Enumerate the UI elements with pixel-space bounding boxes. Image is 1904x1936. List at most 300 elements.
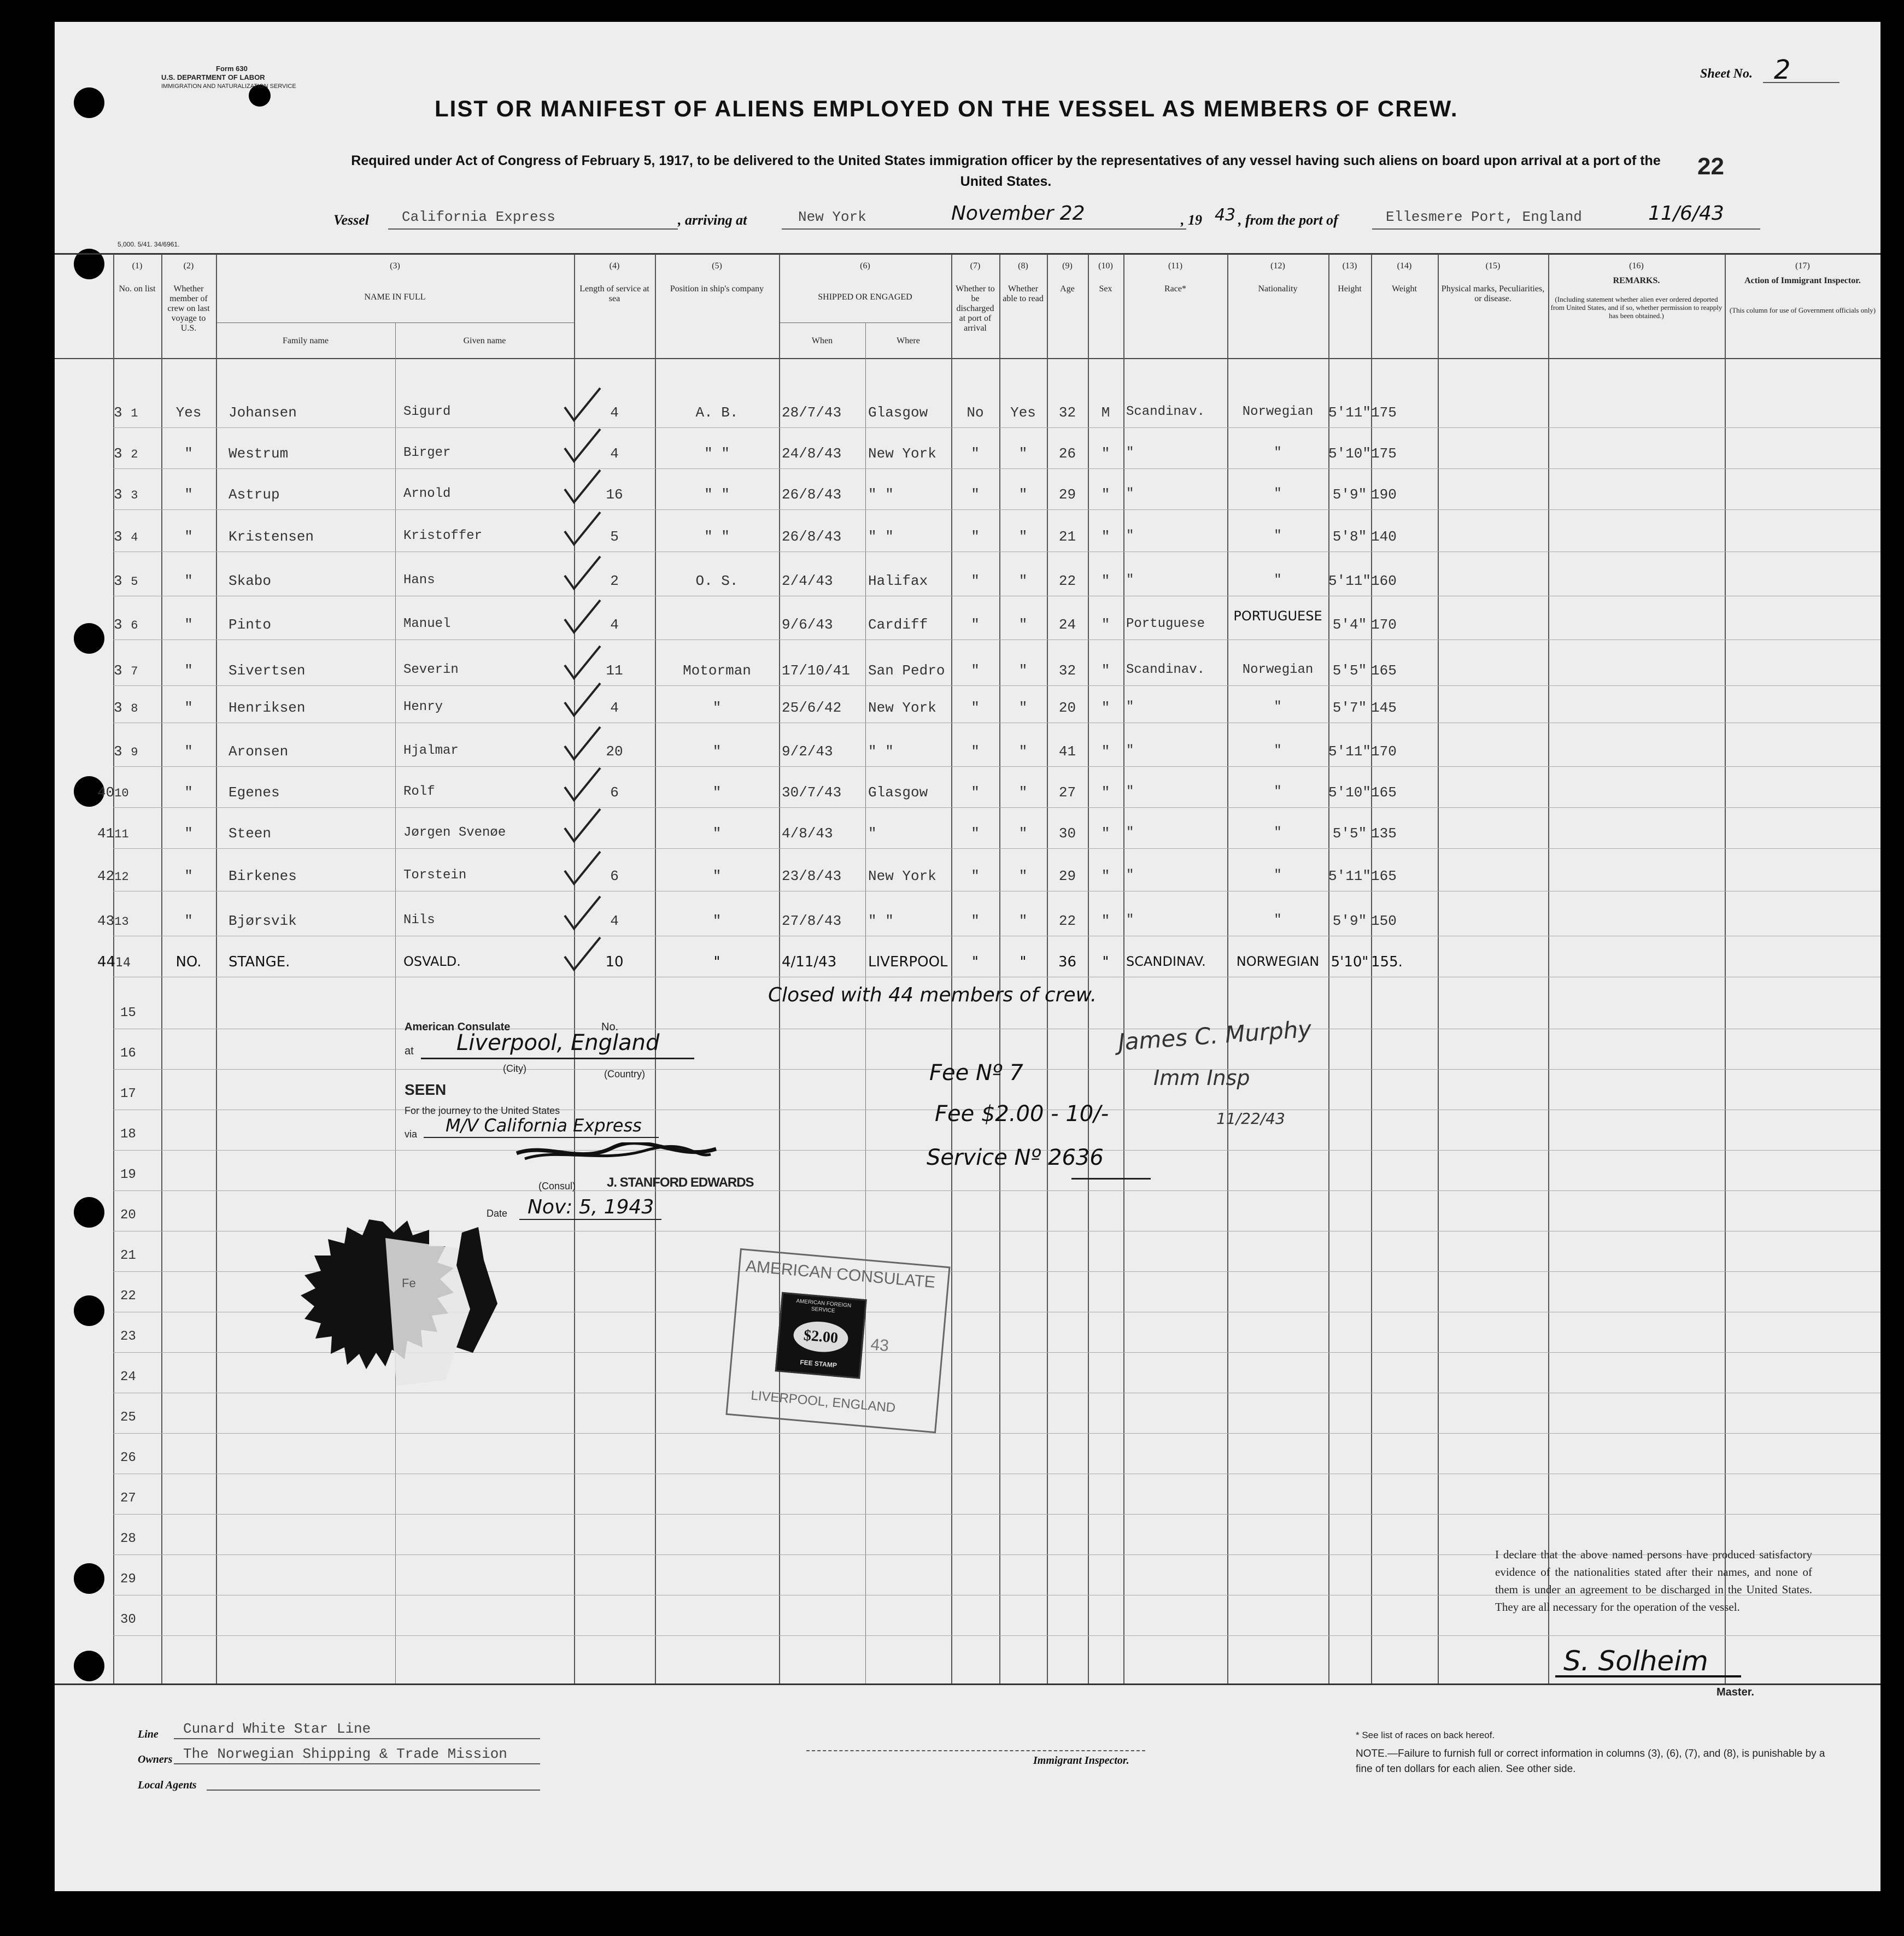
cell-race: "	[1126, 700, 1134, 714]
cell-last: "	[184, 617, 193, 633]
cell-last: "	[184, 529, 193, 545]
cell-last: Yes	[175, 404, 202, 421]
empty-row-number: 16	[120, 1046, 136, 1061]
cell-sex: "	[1101, 868, 1110, 884]
service-name: IMMIGRATION AND NATURALIZATION SERVICE	[161, 83, 296, 90]
cell-when: 9/2/43	[782, 743, 833, 760]
cell-read: "	[1018, 913, 1028, 929]
cell-service: 4	[610, 404, 619, 421]
cell-discharge: "	[971, 700, 980, 716]
arriving-port: New York	[798, 209, 866, 225]
cell-height: 5'11"	[1328, 743, 1372, 760]
vessel-underline	[388, 228, 678, 230]
column-number: (3)	[390, 261, 400, 271]
cell-height: 5'10"	[1331, 954, 1369, 970]
from-label: , from the port of	[1238, 212, 1338, 228]
column-number: (5)	[712, 261, 722, 271]
printed-row-number: 12	[114, 870, 129, 884]
sheet-label: Sheet No.	[1700, 67, 1753, 81]
cell-given: Henry	[403, 700, 443, 714]
cell-height: 5'5"	[1332, 662, 1367, 679]
check-icon	[562, 724, 606, 762]
cell-last: "	[184, 700, 193, 716]
column-number: (2)	[183, 261, 194, 271]
consulate-city: Liverpool, England	[456, 1030, 660, 1055]
column-number: (15)	[1485, 261, 1501, 271]
row-number: 3 8	[114, 700, 138, 716]
printed-row-number: 1	[131, 407, 138, 420]
empty-row-number: 15	[120, 1006, 136, 1020]
check-icon	[562, 643, 606, 682]
cell-nat: "	[1274, 825, 1282, 840]
consulate-date: Nov: 5, 1943	[528, 1196, 654, 1218]
cell-age: 22	[1058, 573, 1076, 589]
consulate-title: American Consulate	[405, 1021, 511, 1033]
cell-given: Birger	[403, 445, 451, 460]
cell-height: 5'10"	[1328, 784, 1372, 801]
subcolumn-header: Given name	[463, 336, 506, 345]
cell-last: "	[184, 486, 193, 503]
cell-height: 5'5"	[1332, 825, 1367, 842]
cell-read: "	[1018, 486, 1028, 503]
empty-row-number: 30	[120, 1612, 136, 1627]
row-rule	[113, 1190, 1880, 1191]
column-number: (12)	[1270, 261, 1285, 271]
subcolumn-header: Family name	[283, 336, 329, 345]
printed-row-number: 9	[131, 746, 138, 759]
cell-age: 29	[1058, 486, 1076, 503]
cell-nat: Norwegian	[1242, 662, 1314, 677]
cell-weight: 150	[1371, 913, 1397, 929]
cell-weight: 135	[1371, 825, 1397, 842]
row-number: 4212	[97, 868, 129, 884]
cell-last: "	[184, 825, 193, 842]
cell-given: Manuel	[403, 617, 451, 631]
cell-race: "	[1126, 868, 1134, 883]
punch-hole	[74, 1563, 104, 1594]
cell-sex: "	[1101, 913, 1110, 929]
cell-service: 16	[606, 486, 623, 503]
cell-where: Cardiff	[868, 617, 928, 633]
empty-row-number: 21	[120, 1248, 136, 1263]
cell-weight: 165	[1371, 868, 1397, 884]
cell-position: "	[712, 913, 722, 929]
column-header: Nationality	[1258, 284, 1298, 294]
cell-age: 36	[1058, 954, 1077, 970]
cell-where: New York	[868, 700, 936, 716]
cell-where: San Pedro	[868, 662, 945, 679]
row-number: 3 3	[114, 486, 138, 503]
cell-race: "	[1126, 825, 1134, 840]
inspector-sign-line	[806, 1750, 1145, 1751]
cell-read: "	[1020, 954, 1027, 970]
cell-read: "	[1018, 784, 1028, 801]
cell-when: 23/8/43	[782, 868, 842, 884]
cell-where: "	[868, 825, 877, 842]
punch-hole	[74, 1295, 104, 1326]
cell-discharge: "	[971, 445, 980, 462]
empty-row-number: 25	[120, 1410, 136, 1425]
empty-row-number: 20	[120, 1208, 136, 1223]
column-header: Race*	[1164, 284, 1186, 294]
cell-given: Rolf	[403, 784, 435, 799]
printed-row-number: 7	[131, 665, 138, 678]
cell-discharge: "	[971, 784, 980, 801]
cell-where: " "	[868, 486, 894, 503]
fee-stamp-bottom: FEE STAMP	[799, 1358, 837, 1369]
department: U.S. DEPARTMENT OF LABOR	[161, 73, 265, 81]
inspector-date: 11/22/43	[1216, 1110, 1285, 1128]
empty-row-number: 23	[120, 1329, 136, 1344]
cell-nat: "	[1274, 743, 1282, 758]
sheet-underline	[1763, 82, 1839, 83]
check-icon	[562, 806, 606, 844]
service-number: Service Nº 2636	[927, 1145, 1104, 1170]
cell-where: New York	[868, 868, 936, 884]
cell-height: 5'9"	[1332, 486, 1367, 503]
check-icon	[562, 935, 606, 973]
table-top-border	[55, 253, 1880, 255]
cell-race: Scandinav.	[1126, 404, 1205, 419]
printed-row-number: 2	[131, 448, 138, 461]
cell-discharge: "	[972, 954, 979, 970]
cell-discharge: "	[971, 743, 980, 760]
punch-hole	[74, 87, 104, 118]
consul-signature-scribble	[514, 1142, 722, 1164]
cell-family: Bjørsvik	[229, 913, 297, 929]
rubber-stamp-partial: 43	[870, 1335, 890, 1356]
column-number: (11)	[1168, 261, 1183, 271]
cell-race: "	[1126, 573, 1134, 588]
cell-position: " "	[704, 486, 730, 503]
cell-where: " "	[868, 743, 894, 760]
cell-read: "	[1018, 662, 1028, 679]
cell-given: Torstein	[403, 868, 467, 883]
fee-amount: Fee $2.00 - 10/-	[935, 1101, 1109, 1127]
journey-text: For the journey to the United States	[405, 1105, 560, 1116]
row-number: 3 9	[114, 743, 138, 760]
consulate-no-label: No.	[601, 1021, 619, 1033]
cell-when: 4/11/43	[782, 954, 837, 970]
cell-last: "	[184, 913, 193, 929]
sheet-number: 2	[1774, 55, 1791, 85]
cell-weight: 155.	[1371, 954, 1403, 970]
cell-sex: "	[1101, 743, 1110, 760]
cell-nat: "	[1274, 486, 1282, 501]
cell-service: 11	[606, 662, 623, 679]
cell-discharge: No	[966, 404, 984, 421]
punch-hole	[74, 1651, 104, 1681]
cell-service: 4	[610, 700, 619, 716]
column-number: (17)	[1795, 261, 1810, 271]
date-label: Date	[487, 1208, 508, 1219]
cell-family: Henriksen	[229, 700, 306, 716]
cell-family: Skabo	[229, 573, 272, 589]
column-number: (6)	[860, 261, 870, 271]
cell-family: Westrum	[229, 445, 289, 462]
owners-value: The Norwegian Shipping & Trade Mission	[183, 1746, 507, 1762]
empty-row-number: 29	[120, 1572, 136, 1587]
cell-given: Sigurd	[403, 404, 451, 419]
row-rule	[113, 848, 1880, 849]
consul-name: J. STANFORD EDWARDS	[607, 1175, 754, 1190]
inspector-signature: James C. Murphy	[1117, 1015, 1313, 1056]
cell-position: Motorman	[683, 662, 751, 679]
cell-last: "	[184, 784, 193, 801]
master-label: Master.	[1716, 1686, 1754, 1698]
from-underline	[1372, 228, 1760, 230]
column-header: Length of service at sea	[579, 284, 649, 303]
column-header: Whether member of crew on last voyage to U.S.	[167, 284, 210, 333]
empty-row-number: 26	[120, 1451, 136, 1465]
column-number: (4)	[609, 261, 620, 271]
cell-discharge: "	[971, 913, 980, 929]
cell-where: Halifax	[868, 573, 928, 589]
seen-label: SEEN	[405, 1081, 447, 1098]
cell-given: Arnold	[403, 486, 451, 501]
cell-last: "	[184, 868, 193, 884]
cell-service: 4	[610, 617, 619, 633]
cell-position: A. B.	[695, 404, 739, 421]
fee-number: Fee Nº 7	[929, 1060, 1023, 1086]
local-agents-label: Local Agents	[138, 1779, 197, 1791]
cell-service: 20	[606, 743, 623, 760]
cell-given: Jørgen Svenøe	[403, 825, 506, 840]
penalty-note: NOTE.—Failure to furnish full or correct information in columns (3), (6), (7), and (8), is punishable by a fine of ten dollars for each alien. See other side.	[1356, 1748, 1825, 1775]
cell-race: "	[1126, 913, 1134, 928]
column-header: SHIPPED OR ENGAGED	[818, 292, 912, 302]
column-header: Physical marks, Peculiarities, or disease.	[1441, 284, 1545, 303]
cell-height: 5'4"	[1332, 617, 1367, 633]
cell-family: Johansen	[229, 404, 297, 421]
cell-read: "	[1018, 743, 1028, 760]
cell-position: "	[712, 743, 722, 760]
cell-given: Nils	[403, 913, 435, 928]
cell-age: 24	[1058, 617, 1076, 633]
cell-read: Yes	[1010, 404, 1036, 421]
column-header: Position in ship's company	[670, 284, 764, 294]
cell-sex: "	[1101, 617, 1110, 633]
cell-given: Hjalmar	[403, 743, 459, 758]
column-header: Height	[1338, 284, 1362, 294]
cell-family: Egenes	[229, 784, 280, 801]
row-rule	[113, 685, 1880, 686]
cell-given: OSVALD.	[403, 954, 461, 969]
cell-when: 30/7/43	[782, 784, 842, 801]
form-number: Form 630	[216, 64, 248, 73]
cell-service: 4	[610, 445, 619, 462]
via-vessel: M/V California Express	[446, 1115, 642, 1136]
cell-position: O. S.	[695, 573, 739, 589]
races-note: * See list of races on back hereof.	[1356, 1730, 1495, 1740]
row-number: 3 6	[114, 617, 138, 633]
cell-discharge: "	[971, 617, 980, 633]
cell-when: 27/8/43	[782, 913, 842, 929]
cell-nat: "	[1274, 913, 1282, 928]
row-rule	[113, 1514, 1880, 1515]
row-number: 3 1	[114, 404, 138, 421]
cell-given: Severin	[403, 662, 459, 677]
cell-service: 2	[610, 573, 619, 589]
cell-nat: "	[1274, 700, 1282, 714]
arriving-underline	[782, 228, 1186, 230]
cell-family: Pinto	[229, 617, 272, 633]
punch-hole	[74, 623, 104, 654]
cell-weight: 165	[1371, 662, 1397, 679]
check-icon	[562, 554, 606, 592]
printed-row-number: 4	[131, 531, 138, 544]
printed-row-number: 3	[131, 489, 138, 502]
row-number: 4313	[97, 913, 129, 929]
arrival-date: November 22	[951, 202, 1085, 225]
cell-height: 5'11"	[1328, 404, 1372, 421]
empty-row-number: 19	[120, 1168, 136, 1182]
column-header: Whether able to read	[1003, 284, 1044, 303]
row-rule	[113, 1433, 1880, 1434]
cell-discharge: "	[971, 662, 980, 679]
cell-read: "	[1018, 825, 1028, 842]
cell-weight: 175	[1371, 445, 1397, 462]
empty-row-number: 28	[120, 1532, 136, 1546]
cell-where: New York	[868, 445, 936, 462]
check-icon	[562, 680, 606, 719]
empty-row-number: 17	[120, 1087, 136, 1101]
cell-discharge: "	[971, 573, 980, 589]
cell-sex: "	[1102, 954, 1109, 970]
cell-when: 26/8/43	[782, 529, 842, 545]
seal-icon	[298, 1216, 506, 1391]
cell-family: Astrup	[229, 486, 280, 503]
column-header: NAME IN FULL	[364, 292, 426, 302]
cell-read: "	[1018, 529, 1028, 545]
subcolumn-header: Where	[897, 336, 920, 345]
cell-height: 5'10"	[1328, 445, 1372, 462]
cell-read: "	[1018, 700, 1028, 716]
check-icon	[562, 426, 606, 465]
column-number: (14)	[1397, 261, 1412, 271]
cell-last: "	[184, 445, 193, 462]
consulate-at-label: at	[405, 1045, 414, 1057]
cell-position: "	[712, 700, 722, 716]
cell-weight: 170	[1371, 617, 1397, 633]
cell-when: 4/8/43	[782, 825, 833, 842]
printed-row-number: 11	[114, 828, 129, 841]
column-header: Whether to be discharged at port of arrival	[956, 284, 995, 333]
row-rule	[113, 468, 1880, 469]
vessel-label: Vessel	[333, 212, 369, 228]
cell-weight: 190	[1371, 486, 1397, 503]
cell-last: NO.	[175, 954, 202, 970]
punch-hole	[74, 1197, 104, 1228]
printed-row-number: 13	[114, 915, 129, 929]
cell-where: LIVERPOOL	[868, 954, 948, 970]
empty-row-number: 22	[120, 1289, 136, 1304]
check-icon	[562, 894, 606, 932]
cell-height: 5'7"	[1332, 700, 1367, 716]
row-rule	[113, 1635, 1880, 1636]
cell-sex: "	[1101, 784, 1110, 801]
row-number: 4111	[97, 825, 129, 842]
cell-height: 5'11"	[1328, 573, 1372, 589]
cell-family: Sivertsen	[229, 662, 306, 679]
city-label: (City)	[503, 1063, 526, 1074]
cell-race: "	[1126, 784, 1134, 799]
cell-age: 41	[1058, 743, 1076, 760]
cell-weight: 165	[1371, 784, 1397, 801]
line-label: Line	[138, 1728, 159, 1740]
cell-last: "	[184, 743, 193, 760]
cell-age: 27	[1058, 784, 1076, 801]
via-underline	[424, 1137, 659, 1138]
cell-age: 32	[1058, 404, 1076, 421]
cell-position: "	[712, 825, 722, 842]
cell-service: 4	[610, 913, 619, 929]
table-bottom-border	[55, 1683, 1880, 1685]
subcolumn-header: When	[811, 336, 833, 345]
consul-label: (Consul)	[538, 1181, 576, 1192]
closing-note: Closed with 44 members of crew.	[768, 984, 1097, 1006]
column-number: (16)	[1629, 261, 1644, 271]
cell-read: "	[1018, 445, 1028, 462]
cell-discharge: "	[971, 486, 980, 503]
cell-discharge: "	[971, 825, 980, 842]
cell-when: 24/8/43	[782, 445, 842, 462]
cell-height: 5'8"	[1332, 529, 1367, 545]
row-rule	[113, 766, 1880, 767]
row-rule	[113, 807, 1880, 808]
column-note: (Including statement whether alien ever ordered deported from United States, and if so, whether permission to reapply has been obtained.)	[1550, 295, 1723, 320]
cell-read: "	[1018, 617, 1028, 633]
cell-service: 6	[610, 868, 619, 884]
rubber-stamp-bottom: LIVERPOOL, ENGLAND	[750, 1388, 897, 1416]
cell-when: 17/10/41	[782, 662, 850, 679]
from-port: Ellesmere Port, England	[1386, 209, 1582, 225]
cell-service: 6	[610, 784, 619, 801]
empty-row-number: 24	[120, 1370, 136, 1384]
empty-row-number: 18	[120, 1127, 136, 1142]
column-number: (9)	[1062, 261, 1073, 271]
column-header: REMARKS.	[1613, 276, 1660, 285]
form-header	[161, 64, 296, 91]
page-mark: 22	[1697, 153, 1724, 180]
cell-family: Kristensen	[229, 529, 314, 545]
cell-nat: "	[1274, 868, 1282, 883]
line-underline	[174, 1738, 540, 1739]
cell-family: Birkenes	[229, 868, 297, 884]
cell-age: 26	[1058, 445, 1076, 462]
year-prefix: , 19	[1181, 212, 1202, 228]
check-icon	[562, 765, 606, 803]
cell-race: "	[1126, 486, 1134, 501]
cell-nat: NORWEGIAN	[1236, 954, 1320, 969]
cell-last: "	[184, 573, 193, 589]
cell-position: " "	[704, 529, 730, 545]
column-number: (10)	[1098, 261, 1113, 271]
cell-service: 5	[610, 529, 619, 545]
page-title: LIST OR MANIFEST OF ALIENS EMPLOYED ON THE VESSEL AS MEMBERS OF CREW.	[435, 96, 1458, 121]
cell-weight: 140	[1371, 529, 1397, 545]
cell-age: 20	[1058, 700, 1076, 716]
cell-when: 26/8/43	[782, 486, 842, 503]
cell-family: Aronsen	[229, 743, 289, 760]
cell-race: Portuguese	[1126, 617, 1205, 631]
vessel-name: California Express	[402, 209, 555, 225]
column-header: Action of Immigrant Inspector.	[1744, 276, 1861, 285]
arriving-label: , arriving at	[678, 212, 747, 228]
consulate-city-underline	[421, 1058, 694, 1059]
column-number: (13)	[1342, 261, 1357, 271]
via-label: via	[405, 1129, 418, 1140]
